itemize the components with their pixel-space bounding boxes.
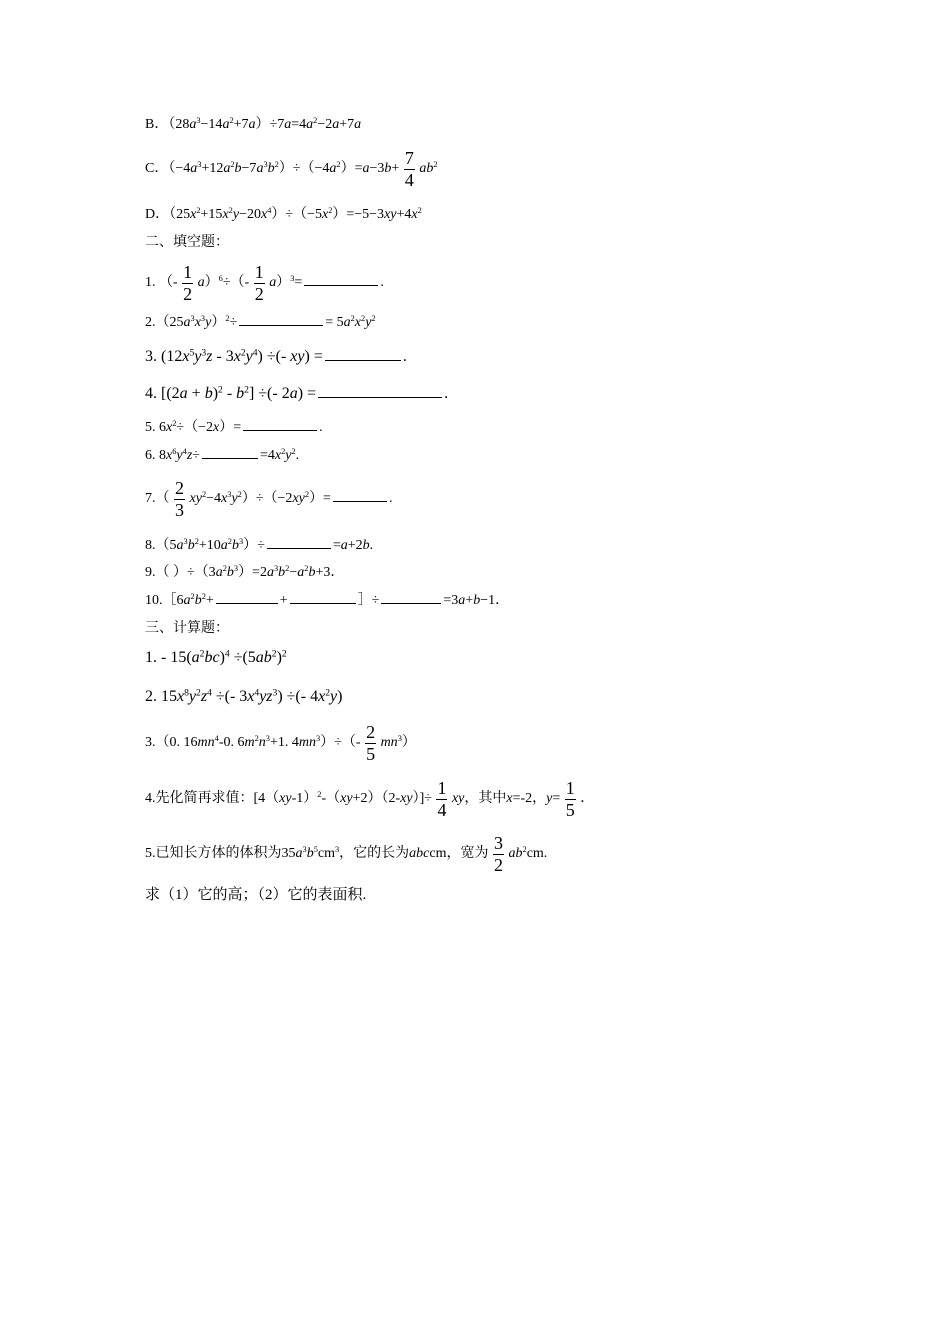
option-b: B．$(28a^3-14a^2+7a)\div 7a=4a^2-2a+7a$ <box>145 115 362 132</box>
calc-question-5-subtasks: 求（1）它的高；（2）它的表面积. <box>145 887 367 903</box>
fraction-1-2: $\frac{1}{2}$ <box>254 262 264 304</box>
answer-blank[interactable] <box>239 324 323 326</box>
calc-question-1: 1. - $15(a^2bc)^4 \div(5ab^2)^2$ <box>145 648 287 666</box>
answer-blank[interactable] <box>333 500 387 502</box>
fill-question-9: 9.（ ）$\div(3a^2b^3)=2a^3b^2-a^2b+3$． <box>145 563 345 580</box>
fraction-1-5: $\frac{1}{5}$ <box>565 778 575 820</box>
answer-blank[interactable] <box>325 359 401 361</box>
fill-question-10: $10.[6a^2b^2+$ + ］÷ =3a+b−1． <box>145 591 510 608</box>
option-d: D．$(25x^2+15x^2y-20x^4)\div(-5x^2)=-5-3xy+4x^2$ <box>145 205 422 222</box>
calc-question-3: 3.（0. $16mn^4-0$. $6m^2n^3+1$. $4mn^3)\div(-$ $\frac{2}{5}$ $mn^3$） <box>145 722 416 764</box>
answer-blank[interactable] <box>318 396 442 398</box>
fill-question-4: 4. $[(2a + b)^2 - b^2]$ ÷(- 2a) = . <box>145 384 449 402</box>
answer-blank[interactable] <box>304 284 378 286</box>
answer-blank[interactable] <box>202 457 258 459</box>
fill-question-6: 6. $8x^6y^4z\div =4x^2y^2$. <box>145 446 300 463</box>
answer-blank[interactable] <box>267 547 331 549</box>
fill-question-1: 1. （- $\frac{1}{2}$ a）$^6$÷（- $\frac{1}{2}$ a）$^3$= . <box>145 262 384 304</box>
fill-question-5: 5. $6x^2\div(-2x)=$ . <box>145 418 323 435</box>
fill-question-3: 3. $(12x^5y^3z - 3x^2y^4)$ ÷(- xy) = . <box>145 347 407 365</box>
fill-question-7: 7.（ $\frac{2}{3}$ $xy^2-4x^3y^2)\div(-2xy^2)=$ . <box>145 478 393 520</box>
fill-question-2: $2.(25a^3x^3y)^2\div = 5a^2x^2y^2$ <box>145 313 376 330</box>
answer-blank[interactable] <box>216 602 278 604</box>
fraction-2-5: $\frac{2}{5}$ <box>366 722 376 764</box>
section-fill-in-heading: 二、填空题： <box>145 235 229 250</box>
fill-question-8: $8.(5a^3b^2+10a^2b^3)\div =a+2b$. <box>145 536 374 553</box>
calc-question-5: 5.已知长方体的体积为$35a^3b^5cm^3$，它的长为abccm，宽为 $\frac{3}{2}$ $ab^2cm$. <box>145 833 548 875</box>
fraction-7-4: $\frac{7}{4}$ <box>404 148 414 190</box>
calc-question-2: 2. $15x^8y^2z^4$ ÷(- $3x^4yz^3$) ÷(- $4x^2y$) <box>145 687 343 705</box>
answer-blank[interactable] <box>381 602 441 604</box>
fraction-3-2: $\frac{3}{2}$ <box>494 833 503 875</box>
option-c: C．$(-4a^3+12a^2b-7a^3b^2)\div(-4a^2)=a-3b+$ $\frac{7}{4}$ $ab^2$ <box>145 148 438 190</box>
answer-blank[interactable] <box>243 429 317 431</box>
fraction-1-2: $\frac{1}{2}$ <box>183 262 193 304</box>
section-calculation-heading: 三、计算题： <box>145 621 229 636</box>
answer-blank[interactable] <box>290 602 356 604</box>
fraction-1-4: $\frac{1}{4}$ <box>437 778 447 820</box>
calc-question-4: 4.先化简再求值：$[4(xy-1)^2-(xy+2)(2-xy)]\div$ $\frac{1}{4}$ xy，其中x=-2，y= $\frac{1}{5}$ ． <box>145 778 595 820</box>
fraction-2-3: $\frac{2}{3}$ <box>175 478 184 520</box>
